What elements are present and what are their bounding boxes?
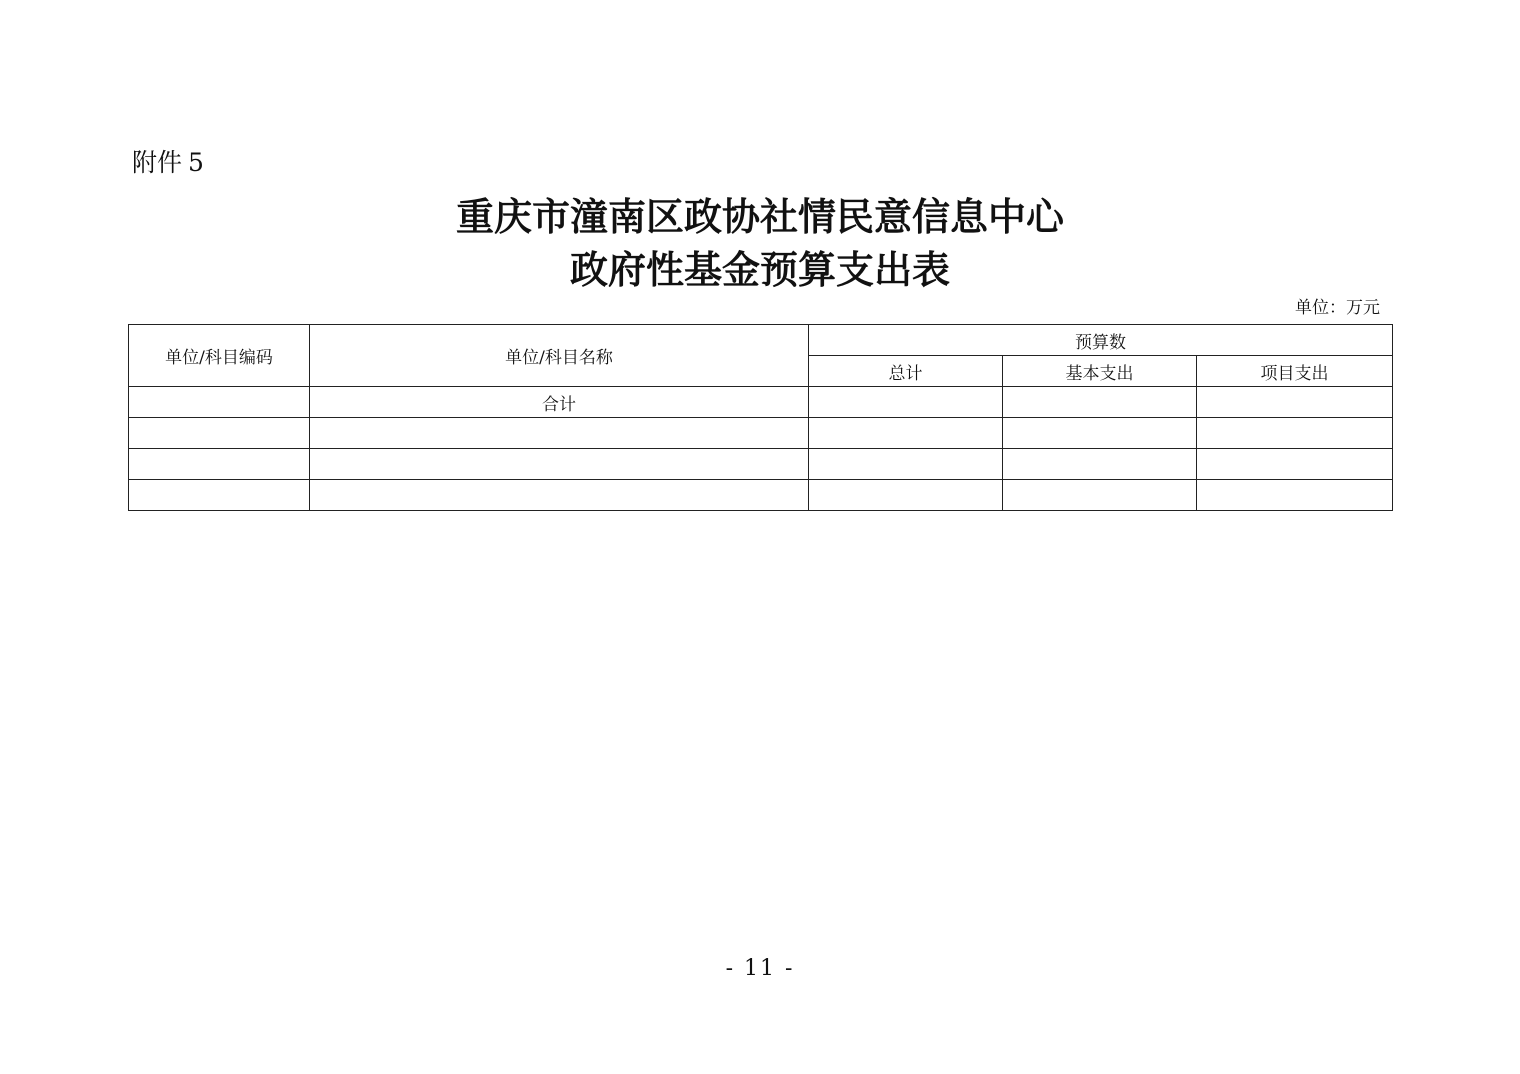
cell-basic	[1003, 480, 1197, 511]
header-basic: 基本支出	[1003, 356, 1197, 387]
cell-name	[310, 449, 809, 480]
cell-total	[809, 418, 1003, 449]
cell-code	[129, 387, 310, 418]
page-number: - 11 -	[725, 956, 795, 981]
cell-basic	[1003, 449, 1197, 480]
table-row	[129, 480, 1393, 511]
attachment-number: 5	[188, 148, 204, 177]
header-total: 总计	[809, 356, 1003, 387]
attachment-text: 附件	[132, 148, 183, 177]
cell-project	[1197, 387, 1393, 418]
document-title-line-2: 政府性基金预算支出表	[569, 247, 950, 292]
table-row	[129, 418, 1393, 449]
budget-table	[128, 324, 1393, 511]
cell-project	[1197, 480, 1393, 511]
unit-label: 单位：万元	[1295, 298, 1380, 318]
cell-code	[129, 449, 310, 480]
cell-name: 合计	[310, 387, 809, 418]
cell-code	[129, 418, 310, 449]
header-budget-group: 预算数	[809, 325, 1393, 356]
document-title-line-1: 重庆市潼南区政协社情民意信息中心	[455, 194, 1064, 239]
cell-project	[1197, 418, 1393, 449]
header-name: 单位/科目名称	[310, 325, 809, 387]
header-project: 项目支出	[1197, 356, 1393, 387]
cell-code	[129, 480, 310, 511]
cell-project	[1197, 449, 1393, 480]
cell-total	[809, 449, 1003, 480]
cell-basic	[1003, 387, 1197, 418]
attachment-label	[132, 146, 204, 180]
cell-total	[809, 387, 1003, 418]
cell-total	[809, 480, 1003, 511]
cell-name	[310, 418, 809, 449]
cell-basic	[1003, 418, 1197, 449]
cell-name	[310, 480, 809, 511]
header-code: 单位/科目编码	[129, 325, 310, 387]
table-row-total	[129, 387, 1393, 418]
table-header-row-1	[129, 325, 1393, 356]
table-row	[129, 449, 1393, 480]
